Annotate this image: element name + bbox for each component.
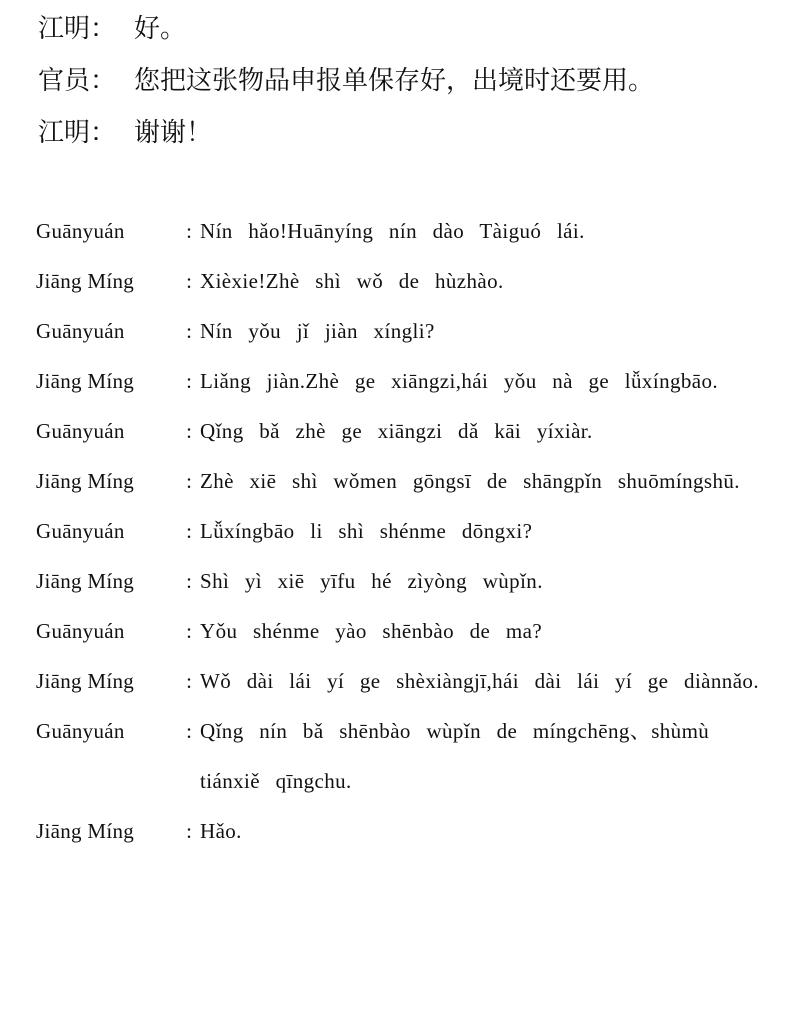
chinese-dialogue-line [38,8,654,60]
dialogue-text: Hǎo. [200,819,242,843]
speaker-colon: : [186,719,192,743]
dialogue-text: Yǒu shénme yào shēnbào de ma? [200,619,543,643]
pinyin-dialogue-line [36,256,776,306]
dialogue-text: 谢谢！ [134,118,213,148]
speaker-name: Jiāng Míng [36,669,135,693]
speaker-colon: : [186,269,192,293]
speaker-name: 江明： [38,14,117,44]
speaker-name: Jiāng Míng [36,369,135,393]
dialogue-text: Xièxie!Zhè shì wǒ de hùzhào. [200,269,504,293]
dialogue-text: Shì yì xiē yīfu hé zìyòng wùpǐn. [200,569,543,593]
dialogue-text: 好。 [134,14,187,44]
speaker-colon: : [186,469,192,493]
pinyin-dialogue-line [36,556,776,606]
speaker-colon: : [186,419,192,443]
speaker-colon: : [186,669,192,693]
speaker-colon: : [186,369,192,393]
speaker-colon: : [186,619,192,643]
speaker-colon: : [186,819,192,843]
speaker-colon: : [186,219,192,243]
pinyin-dialogue-line [36,356,776,406]
dialogue-text: Qǐng nín bǎ shēnbào wùpǐn de míngchēng、shùmù tiánxiě qīngchu. [200,719,710,793]
speaker-name: Guānyuán [36,419,125,443]
speaker-name: Guānyuán [36,519,125,543]
chinese-dialogue [38,8,654,164]
speaker-colon: : [186,569,192,593]
speaker-name: Guānyuán [36,619,125,643]
pinyin-dialogue-line [36,606,776,656]
speaker-colon: : [186,519,192,543]
dialogue-text: Liǎng jiàn.Zhè ge xiāngzi,hái yǒu nà ge lǚxíngbāo. [200,369,719,393]
speaker-name: Jiāng Míng [36,569,135,593]
speaker-name: 江明： [38,118,117,148]
speaker-name: Jiāng Míng [36,819,135,843]
pinyin-dialogue-line [36,206,776,256]
pinyin-dialogue-line [36,306,776,356]
pinyin-dialogue-line [36,706,776,806]
dialogue-text: 您把这张物品申报单保存好，出境时还要用。 [134,66,655,96]
pinyin-dialogue [36,206,776,856]
pinyin-dialogue-line [36,806,776,856]
speaker-name: 官员： [38,66,117,96]
speaker-name: Guānyuán [36,319,125,343]
speaker-name: Jiāng Míng [36,269,135,293]
chinese-dialogue-line [38,112,654,164]
dialogue-text: Lǚxíngbāo li shì shénme dōngxi? [200,519,533,543]
dialogue-text: Nín yǒu jǐ jiàn xíngli? [200,319,435,343]
speaker-name: Guānyuán [36,219,125,243]
pinyin-dialogue-line [36,406,776,456]
chinese-dialogue-line [38,60,654,112]
pinyin-dialogue-line [36,456,776,506]
speaker-name: Jiāng Míng [36,469,135,493]
dialogue-text: Qǐng bǎ zhè ge xiāngzi dǎ kāi yíxiàr. [200,419,593,443]
dialogue-text: Zhè xiē shì wǒmen gōngsī de shāngpǐn shuōmíngshū. [200,469,740,493]
dialogue-text: Wǒ dài lái yí ge shèxiàngjī,hái dài lái yí ge diànnǎo. [200,669,759,693]
speaker-name: Guānyuán [36,719,125,743]
pinyin-dialogue-line [36,656,776,706]
dialogue-text: Nín hǎo!Huānyíng nín dào Tàiguó lái. [200,219,585,243]
speaker-colon: : [186,319,192,343]
pinyin-dialogue-line [36,506,776,556]
